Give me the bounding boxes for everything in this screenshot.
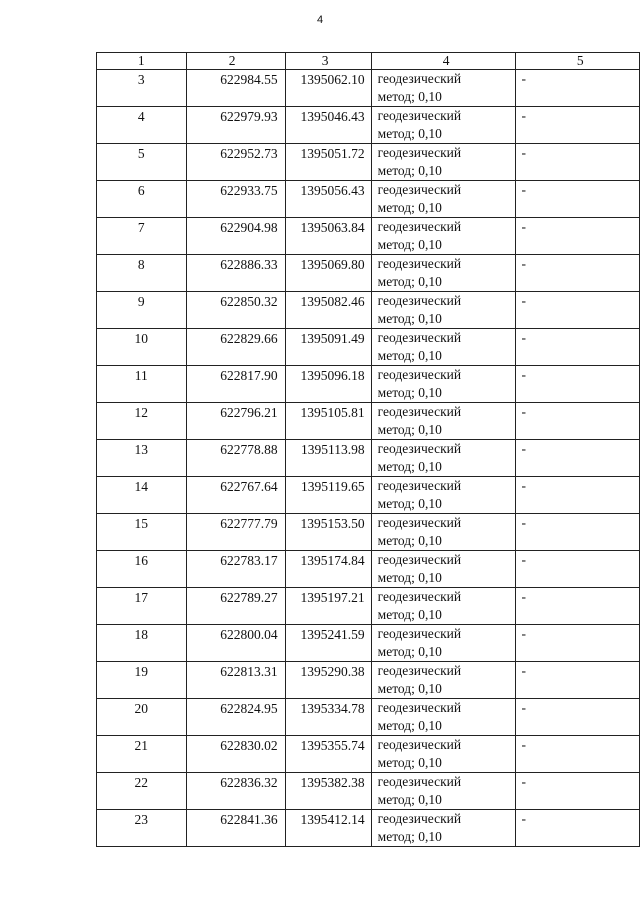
x-coordinate-cell: 622984.55 <box>186 70 285 107</box>
method-cell <box>371 699 515 736</box>
y-coordinate-cell: 1395197.21 <box>285 588 371 625</box>
note-cell: - <box>515 329 639 366</box>
point-number-cell: 19 <box>97 662 187 699</box>
method-line-2: метод; 0,10 <box>377 348 442 363</box>
point-number-cell: 11 <box>97 366 187 403</box>
x-coordinate-cell: 622933.75 <box>186 181 285 218</box>
note-cell: - <box>515 514 639 551</box>
method-cell <box>371 403 515 440</box>
note-cell: - <box>515 366 639 403</box>
method-cell <box>371 181 515 218</box>
table-row <box>97 588 640 625</box>
x-coordinate-cell: 622777.79 <box>186 514 285 551</box>
table-row <box>97 810 640 847</box>
y-coordinate-cell: 1395051.72 <box>285 144 371 181</box>
y-coordinate-cell: 1395382.38 <box>285 773 371 810</box>
method-cell <box>371 588 515 625</box>
x-coordinate-cell: 622830.02 <box>186 736 285 773</box>
y-coordinate-cell: 1395069.80 <box>285 255 371 292</box>
y-coordinate-cell: 1395105.81 <box>285 403 371 440</box>
table-body <box>97 70 640 847</box>
method-cell <box>371 773 515 810</box>
method-cell <box>371 218 515 255</box>
method-cell <box>371 144 515 181</box>
x-coordinate-cell: 622817.90 <box>186 366 285 403</box>
method-line-2: метод; 0,10 <box>377 718 442 733</box>
note-cell: - <box>515 773 639 810</box>
method-line-2: метод; 0,10 <box>377 163 442 178</box>
table-row <box>97 403 640 440</box>
point-number-cell: 13 <box>97 440 187 477</box>
method-line-1: геодезический <box>377 663 462 678</box>
y-coordinate-cell: 1395113.98 <box>285 440 371 477</box>
note-cell: - <box>515 551 639 588</box>
method-line-2: метод; 0,10 <box>377 274 442 289</box>
table-row <box>97 440 640 477</box>
y-coordinate-cell: 1395062.10 <box>285 70 371 107</box>
column-header-1: 1 <box>97 53 187 70</box>
note-cell: - <box>515 255 639 292</box>
note-cell: - <box>515 810 639 847</box>
table-row <box>97 699 640 736</box>
point-number-cell: 20 <box>97 699 187 736</box>
y-coordinate-cell: 1395091.49 <box>285 329 371 366</box>
y-coordinate-cell: 1395056.43 <box>285 181 371 218</box>
method-line-2: метод; 0,10 <box>377 570 442 585</box>
y-coordinate-cell: 1395241.59 <box>285 625 371 662</box>
point-number-cell: 10 <box>97 329 187 366</box>
table-row <box>97 551 640 588</box>
table-row <box>97 181 640 218</box>
method-line-1: геодезический <box>377 552 462 567</box>
method-line-2: метод; 0,10 <box>377 792 442 807</box>
column-header-3: 3 <box>285 53 371 70</box>
point-number-cell: 6 <box>97 181 187 218</box>
method-line-1: геодезический <box>377 515 462 530</box>
header-row <box>97 53 640 70</box>
y-coordinate-cell: 1395412.14 <box>285 810 371 847</box>
table-row <box>97 107 640 144</box>
note-cell: - <box>515 403 639 440</box>
point-number-cell: 9 <box>97 292 187 329</box>
method-cell <box>371 329 515 366</box>
method-cell <box>371 477 515 514</box>
note-cell: - <box>515 699 639 736</box>
method-line-2: метод; 0,10 <box>377 496 442 511</box>
method-line-1: геодезический <box>377 589 462 604</box>
note-cell: - <box>515 440 639 477</box>
x-coordinate-cell: 622836.32 <box>186 773 285 810</box>
method-line-2: метод; 0,10 <box>377 200 442 215</box>
y-coordinate-cell: 1395355.74 <box>285 736 371 773</box>
method-cell <box>371 440 515 477</box>
note-cell: - <box>515 70 639 107</box>
method-line-1: геодезический <box>377 367 462 382</box>
method-line-2: метод; 0,10 <box>377 533 442 548</box>
x-coordinate-cell: 622767.64 <box>186 477 285 514</box>
method-line-1: геодезический <box>377 330 462 345</box>
method-line-2: метод; 0,10 <box>377 755 442 770</box>
x-coordinate-cell: 622813.31 <box>186 662 285 699</box>
point-number-cell: 22 <box>97 773 187 810</box>
method-line-2: метод; 0,10 <box>377 681 442 696</box>
method-line-2: метод; 0,10 <box>377 607 442 622</box>
table-header <box>97 53 640 70</box>
y-coordinate-cell: 1395174.84 <box>285 551 371 588</box>
method-line-1: геодезический <box>377 71 462 86</box>
point-number-cell: 7 <box>97 218 187 255</box>
column-header-5: 5 <box>515 53 639 70</box>
note-cell: - <box>515 181 639 218</box>
note-cell: - <box>515 107 639 144</box>
method-line-2: метод; 0,10 <box>377 126 442 141</box>
table-row <box>97 662 640 699</box>
y-coordinate-cell: 1395096.18 <box>285 366 371 403</box>
table-row <box>97 144 640 181</box>
method-cell <box>371 107 515 144</box>
note-cell: - <box>515 662 639 699</box>
y-coordinate-cell: 1395334.78 <box>285 699 371 736</box>
point-number-cell: 21 <box>97 736 187 773</box>
y-coordinate-cell: 1395153.50 <box>285 514 371 551</box>
x-coordinate-cell: 622904.98 <box>186 218 285 255</box>
table-row <box>97 773 640 810</box>
method-line-1: геодезический <box>377 626 462 641</box>
method-cell <box>371 70 515 107</box>
method-cell <box>371 810 515 847</box>
point-number-cell: 23 <box>97 810 187 847</box>
method-cell <box>371 625 515 662</box>
method-line-1: геодезический <box>377 441 462 456</box>
x-coordinate-cell: 622979.93 <box>186 107 285 144</box>
method-line-1: геодезический <box>377 145 462 160</box>
table-row <box>97 218 640 255</box>
table-row <box>97 736 640 773</box>
method-line-1: геодезический <box>377 774 462 789</box>
x-coordinate-cell: 622952.73 <box>186 144 285 181</box>
point-number-cell: 15 <box>97 514 187 551</box>
method-line-1: геодезический <box>377 108 462 123</box>
method-line-1: геодезический <box>377 404 462 419</box>
method-line-1: геодезический <box>377 811 462 826</box>
note-cell: - <box>515 736 639 773</box>
y-coordinate-cell: 1395119.65 <box>285 477 371 514</box>
method-line-1: геодезический <box>377 737 462 752</box>
note-cell: - <box>515 588 639 625</box>
point-number-cell: 5 <box>97 144 187 181</box>
table-row <box>97 625 640 662</box>
table-row <box>97 70 640 107</box>
point-number-cell: 17 <box>97 588 187 625</box>
x-coordinate-cell: 622841.36 <box>186 810 285 847</box>
point-number-cell: 8 <box>97 255 187 292</box>
point-number-cell: 12 <box>97 403 187 440</box>
y-coordinate-cell: 1395290.38 <box>285 662 371 699</box>
method-line-2: метод; 0,10 <box>377 422 442 437</box>
method-line-2: метод; 0,10 <box>377 644 442 659</box>
note-cell: - <box>515 218 639 255</box>
column-header-2: 2 <box>186 53 285 70</box>
x-coordinate-cell: 622796.21 <box>186 403 285 440</box>
y-coordinate-cell: 1395063.84 <box>285 218 371 255</box>
method-line-2: метод; 0,10 <box>377 459 442 474</box>
method-line-1: геодезический <box>377 182 462 197</box>
method-cell <box>371 292 515 329</box>
method-line-2: метод; 0,10 <box>377 89 442 104</box>
method-cell <box>371 736 515 773</box>
note-cell: - <box>515 625 639 662</box>
note-cell: - <box>515 292 639 329</box>
method-cell <box>371 551 515 588</box>
point-number-cell: 18 <box>97 625 187 662</box>
table-row <box>97 329 640 366</box>
page-number: 4 <box>316 14 324 26</box>
table-row <box>97 366 640 403</box>
x-coordinate-cell: 622778.88 <box>186 440 285 477</box>
y-coordinate-cell: 1395082.46 <box>285 292 371 329</box>
method-line-1: геодезический <box>377 219 462 234</box>
point-number-cell: 4 <box>97 107 187 144</box>
method-line-1: геодезический <box>377 293 462 308</box>
point-number-cell: 3 <box>97 70 187 107</box>
x-coordinate-cell: 622800.04 <box>186 625 285 662</box>
table-row <box>97 292 640 329</box>
table-row <box>97 477 640 514</box>
method-line-2: метод; 0,10 <box>377 237 442 252</box>
method-line-1: геодезический <box>377 256 462 271</box>
point-number-cell: 14 <box>97 477 187 514</box>
note-cell: - <box>515 144 639 181</box>
x-coordinate-cell: 622829.66 <box>186 329 285 366</box>
method-line-2: метод; 0,10 <box>377 829 442 844</box>
method-cell <box>371 662 515 699</box>
method-cell <box>371 514 515 551</box>
table-row <box>97 514 640 551</box>
method-cell <box>371 255 515 292</box>
y-coordinate-cell: 1395046.43 <box>285 107 371 144</box>
column-header-4: 4 <box>371 53 515 70</box>
x-coordinate-cell: 622824.95 <box>186 699 285 736</box>
x-coordinate-cell: 622850.32 <box>186 292 285 329</box>
method-cell <box>371 366 515 403</box>
method-line-1: геодезический <box>377 478 462 493</box>
note-cell: - <box>515 477 639 514</box>
table-row <box>97 255 640 292</box>
x-coordinate-cell: 622886.33 <box>186 255 285 292</box>
coordinates-table <box>96 52 640 847</box>
x-coordinate-cell: 622789.27 <box>186 588 285 625</box>
method-line-2: метод; 0,10 <box>377 385 442 400</box>
x-coordinate-cell: 622783.17 <box>186 551 285 588</box>
method-line-1: геодезический <box>377 700 462 715</box>
method-line-2: метод; 0,10 <box>377 311 442 326</box>
point-number-cell: 16 <box>97 551 187 588</box>
